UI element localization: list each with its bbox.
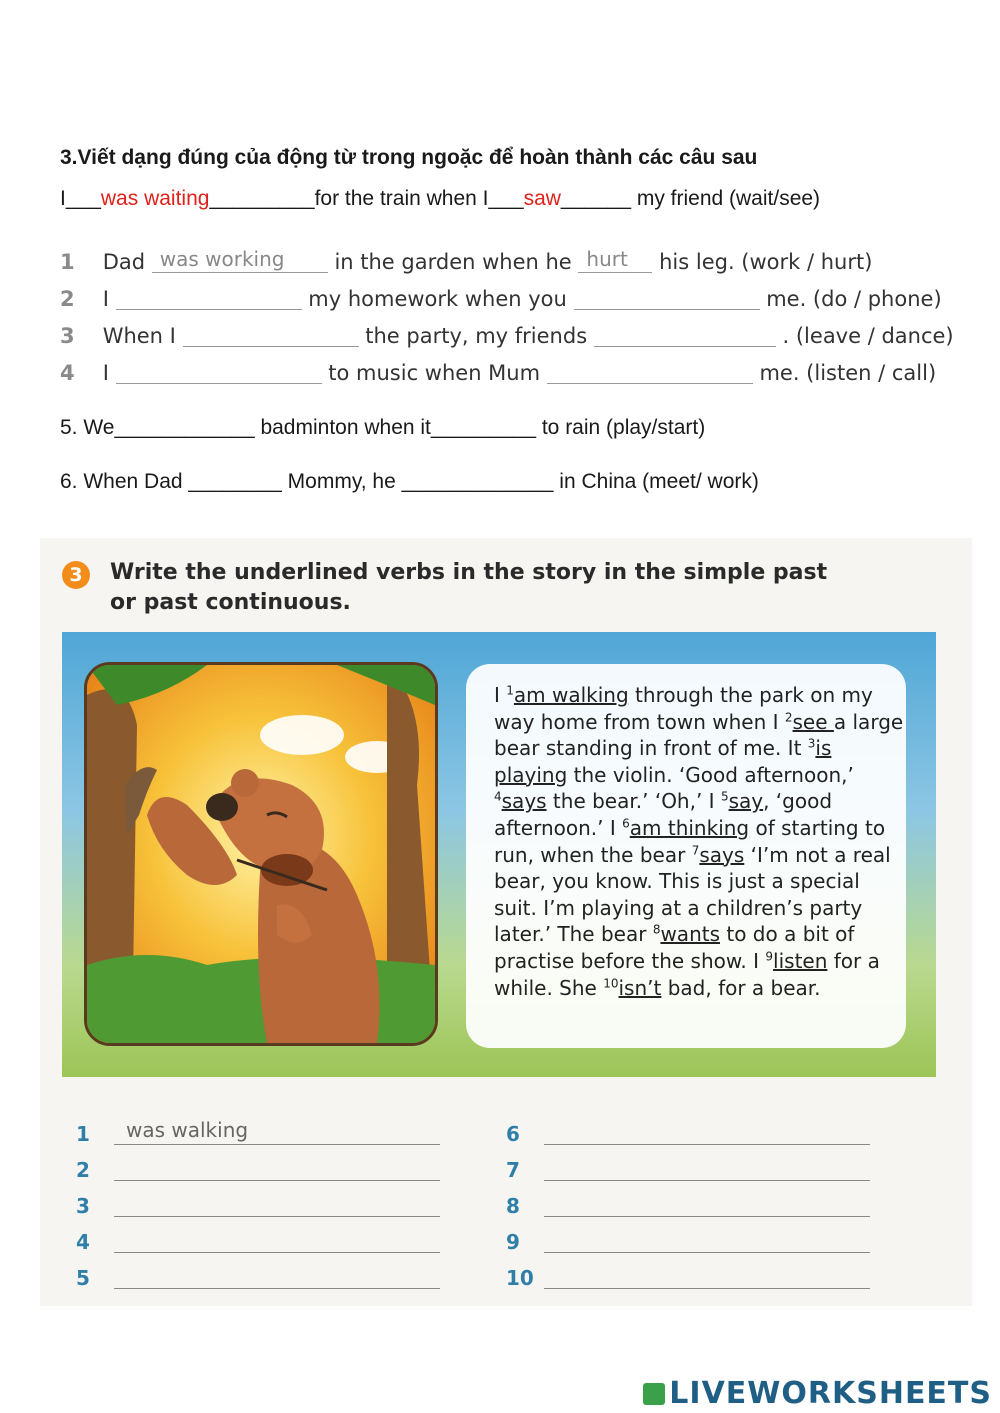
answer-blank-1[interactable] xyxy=(116,287,302,310)
answer-field[interactable] xyxy=(544,1230,870,1253)
underlined-verb-8: wants xyxy=(660,922,721,947)
answer-field[interactable] xyxy=(114,1158,440,1181)
answer-blank-2[interactable] xyxy=(547,361,753,384)
story-text xyxy=(494,682,906,1001)
item-text: in the garden when he xyxy=(334,250,572,274)
item-text: to music when Mum xyxy=(328,361,541,385)
underlined-verb-5: say xyxy=(728,789,764,814)
underlined-verb-10: isn’t xyxy=(618,975,662,1000)
answer-row-2 xyxy=(76,1158,440,1182)
exercise-item-6: 6. When Dad ________ Mommy, he _____________ in China (meet/ work) xyxy=(60,470,759,493)
answer-row-10 xyxy=(506,1266,870,1290)
item-number: 3 xyxy=(60,324,75,348)
answer-number: 9 xyxy=(506,1230,520,1254)
story-text-span: bad, for a bear. xyxy=(661,975,821,1000)
brand-text: LIVEWORKSHEETS xyxy=(669,1376,992,1411)
liveworksheets-logo[interactable] xyxy=(643,1376,992,1411)
answer-number: 8 xyxy=(506,1194,520,1218)
bear-violin-image xyxy=(87,665,435,1043)
answer-blank-1[interactable] xyxy=(183,324,359,347)
item-text: . (leave / dance) xyxy=(782,324,954,348)
answer-row-6 xyxy=(506,1122,870,1146)
item-number: 2 xyxy=(60,287,75,311)
story-text-span: through the park on my way home from town when I xyxy=(494,683,873,734)
item-text: I xyxy=(102,287,109,311)
verb-number: 10 xyxy=(603,975,619,990)
verb-number: 9 xyxy=(765,949,774,964)
verb-number: 1 xyxy=(506,683,514,698)
exercise-item-5: 5. We____________ badminton when it_________ to rain (play/start) xyxy=(60,416,706,439)
answer-field[interactable] xyxy=(114,1118,440,1145)
answer-number: 3 xyxy=(76,1194,90,1218)
answer-field[interactable] xyxy=(114,1266,440,1289)
underlined-verb-7: says xyxy=(699,842,745,867)
story-text-span: a large bear standing in front of me. It xyxy=(494,709,904,761)
exercise-item-3 xyxy=(60,324,954,354)
underlined-verb-2: see xyxy=(792,709,834,734)
story-text-span: ‘I’m not a real bear, you know. This is just a special suit. I’m playing at a children’s party later.’ The bear xyxy=(494,842,891,947)
story-text-span: the violin. ‘Good afternoon,’ xyxy=(567,762,854,787)
answer-blank-1[interactable] xyxy=(116,361,322,384)
answer-blank-2[interactable] xyxy=(574,287,760,310)
answer-blank-1[interactable] xyxy=(152,247,328,273)
verb-number: 6 xyxy=(622,816,630,831)
story-text-span: the bear.’ ‘Oh,’ I xyxy=(546,789,721,814)
verb-number: 4 xyxy=(494,789,502,804)
answer-value: was walking xyxy=(126,1118,249,1142)
answer-field[interactable] xyxy=(544,1158,870,1181)
item-text: me. (listen / call) xyxy=(759,361,937,385)
verb-number: 5 xyxy=(720,789,729,804)
answer-number: 1 xyxy=(76,1122,90,1146)
answer-row-3 xyxy=(76,1194,440,1218)
item-number: 4 xyxy=(60,361,75,385)
item-text: my homework when you xyxy=(308,287,567,311)
bear-illustration xyxy=(84,662,438,1046)
answer-row-8 xyxy=(506,1194,870,1218)
example-blank: ___ xyxy=(488,187,524,210)
answer-field[interactable] xyxy=(114,1230,440,1253)
item-text: his leg. (work / hurt) xyxy=(659,250,873,274)
example-text-1: I xyxy=(60,187,66,210)
example-answer-2: saw xyxy=(523,187,561,210)
item-text: the party, my friends xyxy=(365,324,588,348)
underlined-verb-1: am walking xyxy=(513,683,629,707)
task-number-badge: 3 xyxy=(62,561,90,589)
story-text-span: to do a bit of practise before the show. I xyxy=(494,922,855,973)
answer-number: 7 xyxy=(506,1158,520,1182)
logo-icon xyxy=(643,1383,665,1405)
example-blank: ______ xyxy=(560,187,631,210)
exercise-item-1 xyxy=(60,247,873,280)
exercise-item-4 xyxy=(60,361,936,391)
example-answer-1: was waiting xyxy=(100,187,210,210)
answer-number: 6 xyxy=(506,1122,520,1146)
example-blank: ___ xyxy=(65,187,101,210)
answer-row-9 xyxy=(506,1230,870,1254)
story-text-span: for a while. She xyxy=(494,948,880,1000)
answer-field[interactable] xyxy=(544,1266,870,1289)
answer-row-1 xyxy=(76,1118,440,1146)
answer-row-7 xyxy=(506,1158,870,1182)
verb-number: 3 xyxy=(807,736,816,751)
answer-field[interactable] xyxy=(114,1194,440,1217)
item-text: Dad xyxy=(102,250,146,274)
answer-field[interactable] xyxy=(544,1122,870,1145)
answer-blank-2[interactable] xyxy=(578,247,652,273)
underlined-verb-4: says xyxy=(501,789,547,814)
verb-number: 8 xyxy=(652,922,661,937)
story-text-span: of starting to run, when the bear xyxy=(494,815,886,867)
exercise-heading: 3.Viết dạng đúng của động từ trong ngoặc để hoàn thành các câu sau xyxy=(60,146,758,169)
answer-blank-2[interactable] xyxy=(594,324,776,347)
example-text-3: my friend (wait/see) xyxy=(631,187,821,210)
item-number: 1 xyxy=(60,250,75,274)
task-instruction: Write the underlined verbs in the story in the simple past or past continuous. xyxy=(110,560,828,615)
example-sentence xyxy=(60,187,820,211)
answer-number: 4 xyxy=(76,1230,90,1254)
underlined-verb-6: am thinking xyxy=(629,815,750,840)
underlined-verb-3: is playing xyxy=(494,736,832,787)
answer-number: 10 xyxy=(506,1266,534,1290)
example-blank: _________ xyxy=(209,187,315,210)
underlined-verb-9: listen xyxy=(773,948,828,973)
answer-text: was working xyxy=(159,247,285,271)
item-text: I xyxy=(102,361,109,385)
verb-number: 7 xyxy=(691,842,700,857)
story-text-span: , ‘good afternoon.’ I xyxy=(494,789,833,840)
story-text-span: I xyxy=(494,683,507,707)
answer-number: 5 xyxy=(76,1266,90,1290)
item-text: When I xyxy=(102,324,176,348)
answer-field[interactable] xyxy=(544,1194,870,1217)
answer-number: 2 xyxy=(76,1158,90,1182)
example-text-2: for the train when I xyxy=(314,187,489,210)
verb-number: 2 xyxy=(784,709,793,724)
answer-text: hurt xyxy=(586,247,628,271)
answer-row-5 xyxy=(76,1266,440,1290)
exercise-item-2 xyxy=(60,287,942,317)
answer-row-4 xyxy=(76,1230,440,1254)
item-text: me. (do / phone) xyxy=(766,287,942,311)
